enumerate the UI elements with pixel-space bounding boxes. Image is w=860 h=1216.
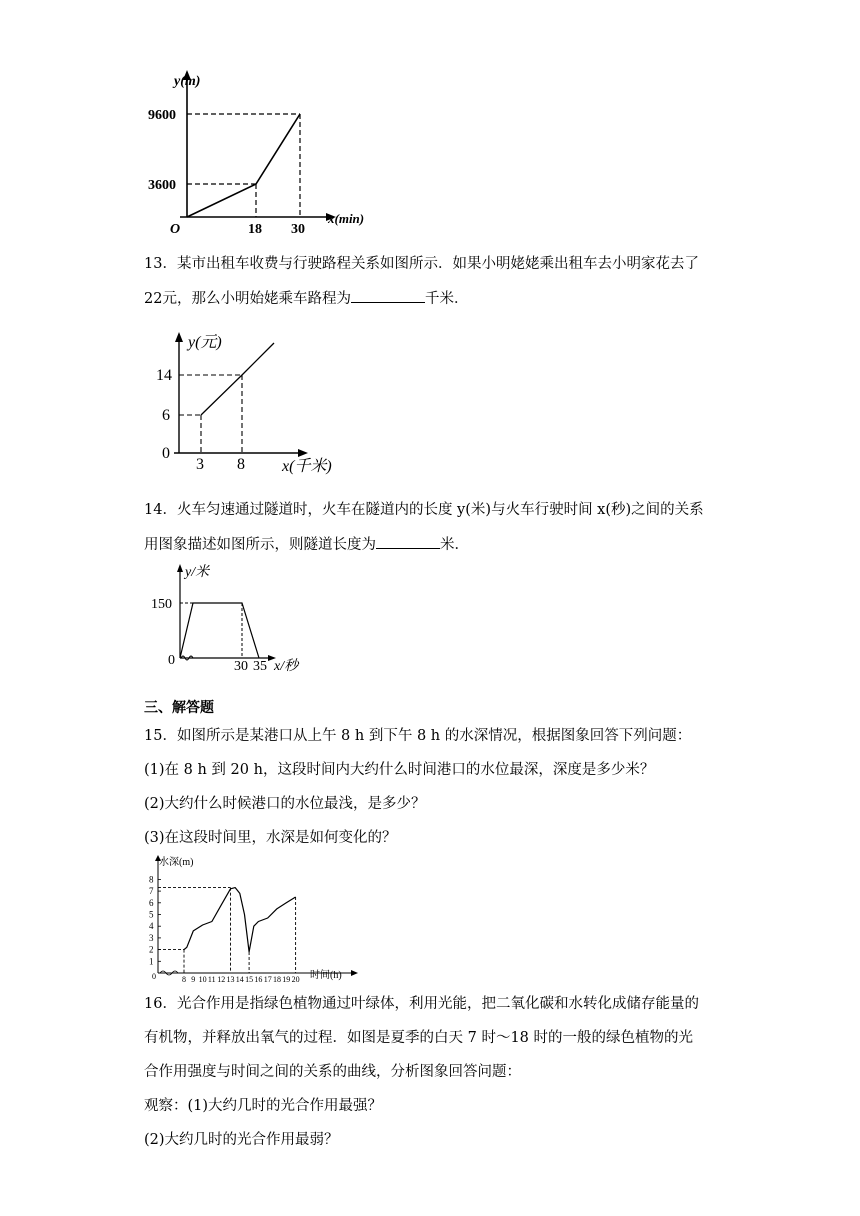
y-tick-label: 3 [149, 932, 154, 943]
q14-line2-text: 用图象描述如图所示，则隧道长度为 [144, 537, 376, 553]
y-tick-150: 150 [151, 597, 172, 612]
x-tick-3: 3 [196, 456, 204, 473]
origin-label: O [170, 222, 181, 237]
x-tick-30: 30 [234, 659, 248, 674]
q13-line2-text: 22元，那么小明始姥乘车路程为 [144, 291, 351, 307]
y-tick-label: 5 [149, 909, 154, 920]
figure-taxi-fare [150, 325, 350, 477]
figure-train-tunnel [151, 560, 320, 675]
q16-line5: (2)大约几时的光合作用最弱？ [144, 1132, 339, 1148]
q15-line2: (1)在 8 h 到 20 h，这段时间内大约什么时间港口的水位最深，深度是多少米？ [144, 762, 655, 778]
x-tick-label: 11 [207, 975, 216, 984]
distance-line [187, 114, 300, 217]
y-axis-arrow [177, 564, 183, 572]
q14-answer-blank[interactable] [376, 534, 440, 549]
x-tick-label: 20 [291, 975, 300, 984]
x-tick-label: 13 [226, 975, 235, 984]
origin-label: 0 [152, 972, 156, 981]
fare-line [201, 343, 274, 415]
x-tick-label: 17 [263, 975, 272, 984]
section-title: 三、解答题 [144, 700, 214, 716]
q15-line3: (2)大约什么时候港口的水位最浅，是多少？ [144, 796, 426, 812]
origin-label: 0 [168, 653, 175, 668]
water-depth-chart [149, 855, 358, 984]
x-axis-label: x/秒 [274, 659, 299, 674]
y-tick-label: 1 [149, 956, 154, 967]
q16-line2: 有机物，并释放出氧气的过程．如图是夏季的白天 7 时～18 时的一般的绿色植物的光 [144, 1030, 694, 1046]
x-axis-arrow [351, 970, 358, 976]
figure-water-depth [140, 855, 370, 985]
q15-line4: (3)在这段时间里，水深是如何变化的？ [144, 830, 397, 846]
x-tick-label: 10 [198, 975, 207, 984]
x-axis-label: x(min) [328, 211, 365, 226]
y-axis-label: y(元) [188, 334, 222, 351]
figure-distance-time [150, 60, 390, 240]
depth-curve [184, 888, 296, 952]
x-axis-label: x(千米) [282, 458, 332, 475]
q14-line2-end: 米． [440, 537, 469, 553]
q16-line1: 16．光合作用是指绿色植物通过叶绿体，利用光能，把二氧化碳和水转化成储存能量的 [144, 996, 699, 1012]
x-tick-label: 19 [282, 975, 291, 984]
q13-line1: 13．某市出租车收费与行驶路程关系如图所示．如果小明姥姥乘出租车去小明家花去了 [144, 256, 699, 272]
y-tick-9600: 9600 [148, 108, 176, 123]
length-line [180, 603, 259, 658]
q14-line1: 14．火车匀速通过隧道时，火车在隧道内的长度 y(米)与火车行驶时间 x(秒)之间的关系 [144, 502, 704, 518]
q14-line2 [144, 534, 469, 555]
q13-line2 [144, 288, 468, 309]
x-tick-label: 15 [245, 975, 254, 984]
y-axis-label: y/米 [185, 565, 210, 580]
x-tick-8: 8 [237, 456, 245, 473]
y-axis-label: 水深(m) [159, 857, 194, 868]
y-tick-label: 8 [149, 874, 154, 885]
y-axis-arrow [175, 332, 183, 342]
x-tick-label: 9 [191, 975, 196, 984]
q16-line3: 合作用强度与时间之间的关系的曲线，分析图象回答问题： [144, 1064, 521, 1080]
x-axis-label: 时间(h) [310, 970, 342, 981]
q13-answer-blank[interactable] [351, 288, 425, 303]
x-tick-18: 18 [248, 222, 262, 237]
origin-label: 0 [162, 445, 170, 462]
y-tick-3600: 3600 [148, 178, 176, 193]
x-tick-label: 18 [273, 975, 281, 984]
x-tick-35: 35 [253, 659, 267, 674]
y-tick-14: 14 [156, 367, 172, 384]
x-tick-30: 30 [291, 222, 305, 237]
x-tick-label: 14 [235, 975, 244, 984]
q15-line1: 15．如图所示是某港口从上午 8 h 到下午 8 h 的水深情况，根据图象回答下列问题： [144, 728, 692, 744]
y-tick-label: 7 [149, 886, 154, 897]
x-tick-label: 16 [254, 975, 263, 984]
q16-line4: 观察：(1)大约几时的光合作用最强？ [144, 1098, 383, 1114]
x-tick-label: 8 [182, 975, 186, 984]
y-axis-label: y(m) [174, 74, 201, 89]
y-tick-label: 6 [149, 897, 154, 908]
q13-line2-end: 千米． [424, 291, 469, 307]
x-tick-label: 12 [217, 975, 226, 984]
x-axis-arrow [298, 449, 308, 457]
y-tick-6: 6 [162, 407, 170, 424]
y-tick-label: 2 [149, 944, 154, 955]
y-tick-label: 4 [149, 921, 154, 932]
